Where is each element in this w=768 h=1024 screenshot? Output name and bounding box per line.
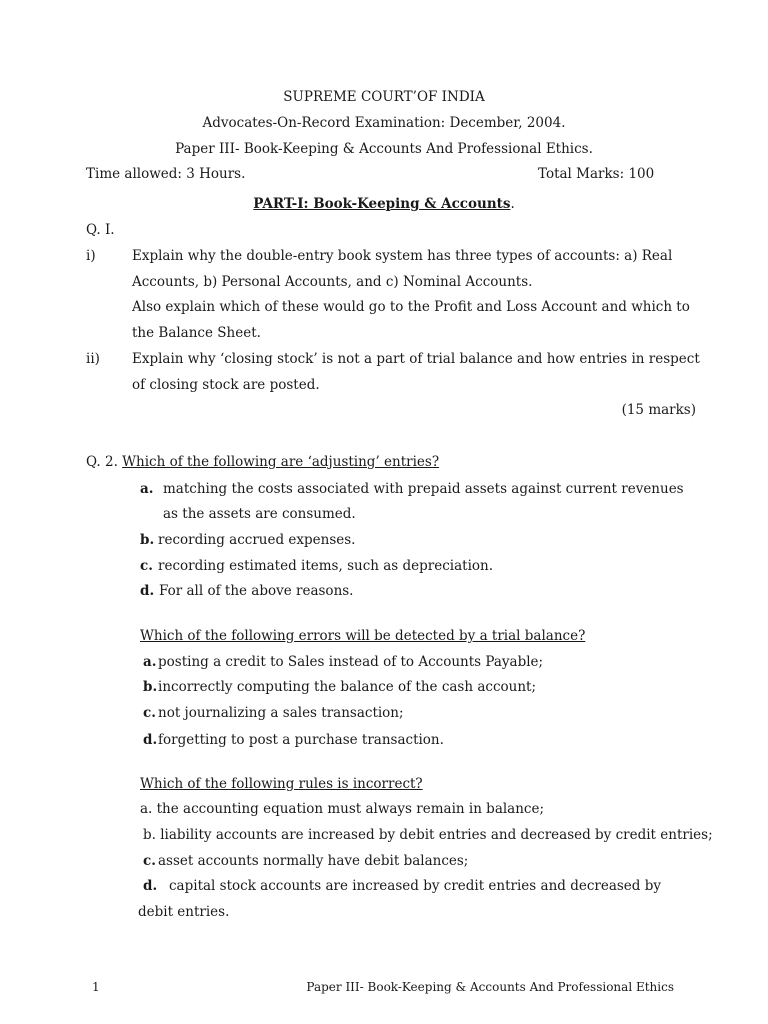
q2-option-d bbox=[140, 582, 353, 600]
q4-option-d-text: capital stock accounts are increased by credit entries and decreased by bbox=[169, 878, 661, 894]
q4-option-d-letter: d. bbox=[143, 878, 158, 894]
q1-i-line-3: Also explain which of these would go to the Profit and Loss Account and which to bbox=[132, 299, 690, 315]
q3-option-d bbox=[143, 731, 444, 749]
q4-heading: Which of the following rules is incorrect? bbox=[140, 776, 423, 792]
q4-option-b: b. liability accounts are increased by debit entries and decreased by credit entries; bbox=[143, 827, 713, 843]
total-marks: Total Marks: 100 bbox=[538, 166, 655, 182]
q2-option-c-text: recording estimated items, such as depreciation. bbox=[158, 558, 494, 574]
q2-option-a-letter: a. bbox=[140, 481, 154, 497]
footer-title: Paper III- Book-Keeping & Accounts And Professional Ethics bbox=[306, 980, 674, 994]
q3-option-d-letter: d. bbox=[143, 732, 158, 748]
q2-option-c bbox=[140, 557, 493, 575]
q4-option-d bbox=[143, 877, 661, 895]
q2-option-a bbox=[140, 480, 684, 498]
q2-option-c-letter: c. bbox=[140, 558, 153, 574]
q3-option-c bbox=[143, 704, 404, 722]
q1-i-number: i) bbox=[86, 248, 96, 264]
q2-option-b bbox=[140, 531, 355, 549]
q1-i-line-4: the Balance Sheet. bbox=[132, 325, 261, 341]
q2-option-a-continued: as the assets are consumed. bbox=[163, 506, 356, 522]
q1-label: Q. I. bbox=[86, 222, 115, 238]
part-heading bbox=[0, 195, 768, 213]
q3-option-a bbox=[143, 653, 543, 671]
q3-option-c-text: not journalizing a sales transaction; bbox=[158, 705, 404, 721]
q1-i-line-2: Accounts, b) Personal Accounts, and c) Nominal Accounts. bbox=[132, 274, 533, 290]
q2-option-b-text: recording accrued expenses. bbox=[158, 532, 356, 548]
q3-option-a-text: posting a credit to Sales instead of to Accounts Payable; bbox=[158, 654, 544, 670]
q1-i-line-1: Explain why the double-entry book system has three types of accounts: a) Real bbox=[132, 248, 673, 264]
q2-option-d-letter: d. bbox=[140, 583, 155, 599]
q4-option-c-text: asset accounts normally have debit balances; bbox=[158, 853, 469, 869]
q2-option-b-letter: b. bbox=[140, 532, 155, 548]
part-title-trail: . bbox=[510, 196, 515, 212]
part-title: PART-I: Book-Keeping & Accounts bbox=[253, 196, 511, 212]
q3-heading: Which of the following errors will be detected by a trial balance? bbox=[140, 628, 586, 644]
q4-option-c-letter: c. bbox=[143, 853, 156, 869]
q3-option-d-text: forgetting to post a purchase transaction. bbox=[158, 732, 444, 748]
paper-title: Paper III- Book-Keeping & Accounts And Professional Ethics. bbox=[175, 141, 593, 157]
q1-ii-number: ii) bbox=[86, 351, 100, 367]
q4-option-a: a. the accounting equation must always remain in balance; bbox=[140, 801, 545, 817]
q2-option-d-text: For all of the above reasons. bbox=[159, 583, 354, 599]
court-title: SUPREME COURT’OF INDIA bbox=[283, 89, 485, 105]
q2-option-a-text: matching the costs associated with prepaid assets against current revenues bbox=[163, 481, 684, 497]
q2-heading bbox=[86, 453, 439, 471]
q1-marks: (15 marks) bbox=[621, 402, 696, 418]
q2-prefix: Q. 2. bbox=[86, 454, 123, 470]
q3-option-b-letter: b. bbox=[143, 679, 158, 695]
time-allowed: Time allowed: 3 Hours. bbox=[86, 166, 246, 182]
q2-question: Which of the following are ‘adjusting’ entries? bbox=[122, 454, 440, 470]
q3-option-c-letter: c. bbox=[143, 705, 156, 721]
q4-option-d-continued: debit entries. bbox=[138, 904, 230, 920]
q3-option-b-text: incorrectly computing the balance of the cash account; bbox=[158, 679, 537, 695]
q4-option-c bbox=[143, 852, 468, 870]
q3-option-a-letter: a. bbox=[143, 654, 157, 670]
page-number: 1 bbox=[92, 980, 100, 994]
exam-title: Advocates-On-Record Examination: December, 2004. bbox=[202, 115, 566, 131]
q3-option-b bbox=[143, 678, 536, 696]
q1-ii-line-1: Explain why ‘closing stock’ is not a part of trial balance and how entries in respect bbox=[132, 351, 700, 367]
q1-ii-line-2: of closing stock are posted. bbox=[132, 377, 320, 393]
